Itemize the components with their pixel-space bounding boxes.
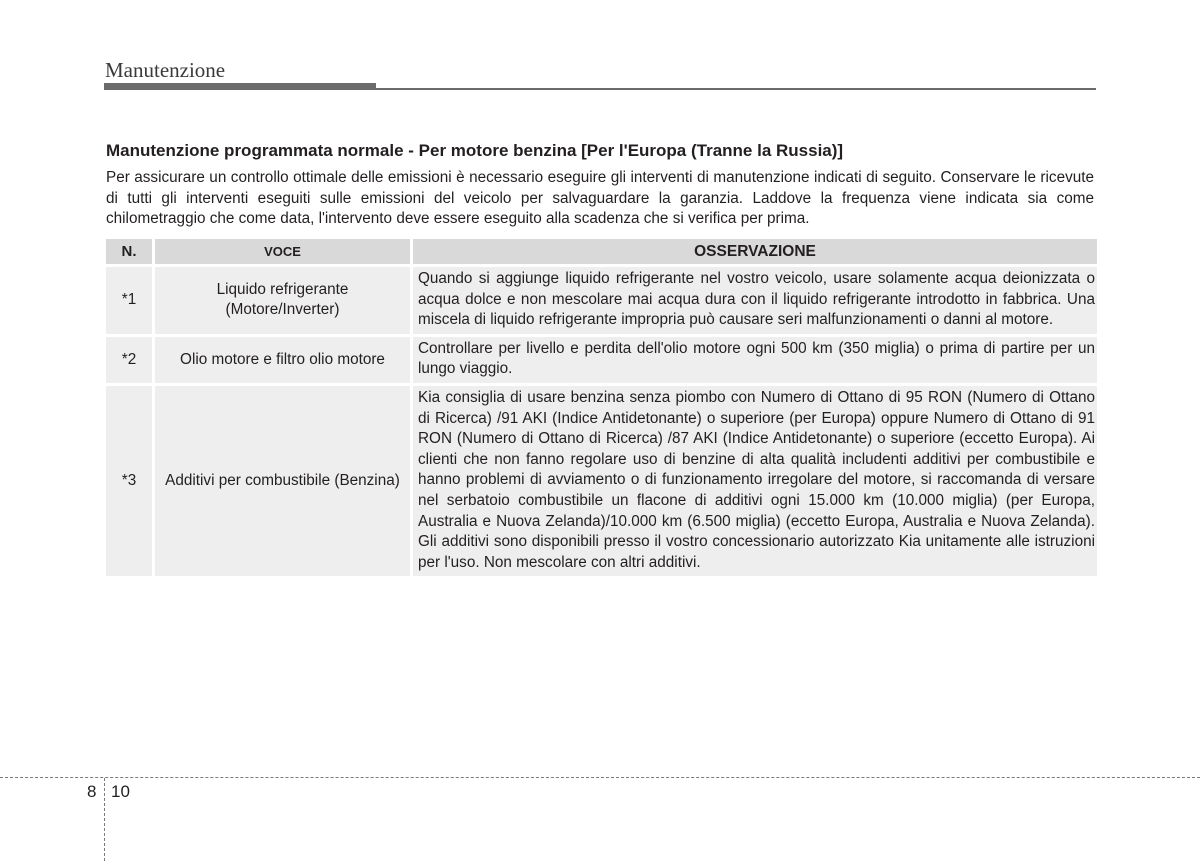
table-row — [106, 386, 1097, 576]
row-voce: Olio motore e filtro olio motore — [155, 337, 410, 383]
table-row — [106, 337, 1097, 383]
row-number: *3 — [106, 386, 152, 576]
row-number: *2 — [106, 337, 152, 383]
header-rule — [104, 88, 1096, 90]
column-header-osservazione: OSSERVAZIONE — [413, 239, 1097, 264]
column-header-n: N. — [106, 239, 152, 264]
footer-dashed-rule — [0, 777, 1200, 778]
section-title: Manutenzione programmata normale - Per motore benzina [Per l'Europa (Tranne la Russia)] — [106, 141, 844, 160]
footer-dashed-divider — [104, 778, 105, 861]
row-voce: Additivi per combustibile (Benzina) — [155, 386, 410, 576]
row-osservazione: Quando si aggiunge liquido refrigerante nel vostro veicolo, usare solamente acqua deionizzata o acqua dolce e non mescolare mai acqua dura con il liquido refrigerante introdotto in fabbrica. Una miscela di liquido refrigerante impropria può causare seri malfunzionamenti o danni al motore. — [413, 267, 1097, 334]
row-number: *1 — [106, 267, 152, 334]
page-number: 10 — [111, 782, 130, 801]
column-header-voce: VOCE — [155, 239, 410, 264]
row-osservazione: Controllare per livello e perdita dell'olio motore ogni 500 km (350 miglia) o prima di partire per un lungo viaggio. — [413, 337, 1097, 383]
table-row — [106, 267, 1097, 334]
table-header-row — [106, 239, 1097, 264]
intro-paragraph: Per assicurare un controllo ottimale delle emissioni è necessario eseguire gli interventi di manutenzione indicati di seguito. Conservare le ricevute di tutti gli interventi eseguiti sulle emissioni del veicolo per salvaguardare la garanzia. Laddove la frequenza viene indicata sia come chilometraggio che come data, l'intervento deve essere eseguito alla scadenza che si verifica per prima. — [106, 169, 1094, 227]
page-header-title: Manutenzione — [105, 58, 226, 82]
chapter-number: 8 — [87, 782, 97, 801]
row-voce: Liquido refrigerante (Motore/Inverter) — [155, 267, 410, 334]
maintenance-table — [103, 236, 1100, 579]
row-osservazione: Kia consiglia di usare benzina senza piombo con Numero di Ottano di 95 RON (Numero di Ottano di Ricerca) /91 AKI (Indice Antidetonante) o superiore (per Europa) oppure Numero di Ottano di 91 RON (Numero di Ottano di Ricerca) /87 AKI (Indice Antidetonante) o superiore (eccetto Europa). Ai clienti che non fanno regolare uso di benzine di alta qualità includenti additivi per combustibile e hanno problemi di avviamento o di funzionamento irregolare del motore, si raccomanda di versare nel serbatoio combustibile un flacone di additivi ogni 15.000 km (10.000 miglia) (per Europa, Australia e Nuova Zelanda)/10.000 km (6.500 miglia) (eccetto Europa, Australia e Nuova Zelanda). Gli additivi sono disponibili presso il vostro concessionario autorizzato Kia unitamente alle istruzioni per l'uso. Non mescolare con altri additivi. — [413, 386, 1097, 576]
section-intro — [106, 168, 1094, 230]
